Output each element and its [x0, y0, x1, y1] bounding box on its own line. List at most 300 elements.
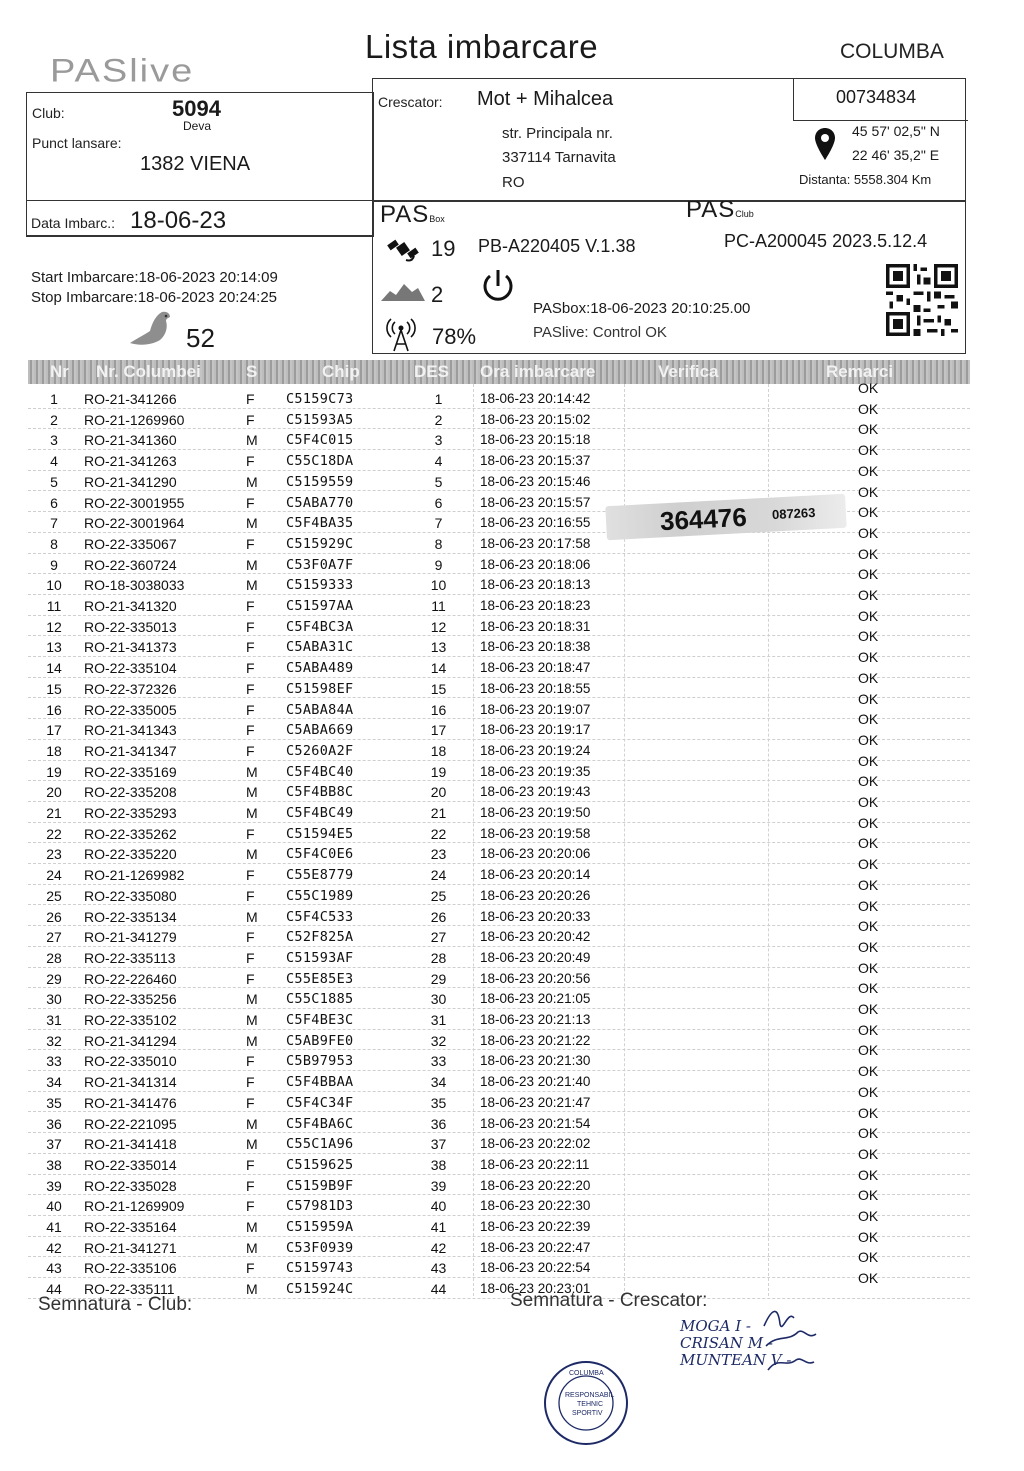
row-number: 10 — [46, 577, 62, 594]
table-row — [28, 1175, 970, 1196]
table-row — [28, 906, 970, 927]
table-row — [28, 864, 970, 885]
ring-number: RO-22-360724 — [84, 556, 177, 573]
chip-id: C5ABA489 — [286, 660, 354, 677]
remark-ok: OK — [858, 462, 879, 479]
embark-time: 18-06-23 20:19:07 — [480, 701, 591, 717]
row-number: 7 — [50, 515, 58, 532]
table-row — [28, 1050, 970, 1071]
table-row — [28, 554, 970, 575]
remark-ok: OK — [858, 649, 879, 666]
qr-code-icon — [886, 264, 958, 341]
remark-ok: OK — [858, 504, 879, 521]
table-row — [28, 678, 970, 699]
des-number: 34 — [430, 1074, 447, 1091]
table-row — [28, 968, 970, 989]
table-row — [28, 988, 970, 1009]
sex: F — [246, 1074, 255, 1091]
sex: M — [246, 1219, 258, 1235]
des-number: 30 — [430, 991, 447, 1008]
des-number: 22 — [430, 825, 447, 842]
ring-number: RO-22-335067 — [84, 535, 177, 552]
embark-time: 18-06-23 20:21:22 — [480, 1032, 591, 1048]
chip-id: C5F4BB8C — [286, 784, 354, 801]
embark-time: 18-06-23 20:18:38 — [480, 639, 591, 655]
chip-id: C5AB9FE0 — [286, 1032, 354, 1049]
ring-number: RO-22-335080 — [84, 887, 177, 904]
row-number: 40 — [46, 1198, 62, 1215]
row-number: 36 — [46, 1115, 62, 1132]
ring-number: RO-22-3001955 — [84, 494, 185, 511]
row-number: 15 — [46, 680, 62, 697]
embark-time: 18-06-23 20:23:01 — [480, 1281, 591, 1297]
chip-id: C5159743 — [286, 1260, 354, 1277]
des-number: 39 — [430, 1177, 447, 1194]
sex: M — [246, 1239, 258, 1256]
seal-number: 364476 — [659, 501, 748, 537]
embark-time: 18-06-23 20:18:23 — [480, 598, 591, 613]
table-row — [28, 1030, 970, 1051]
des-number: 42 — [430, 1239, 447, 1256]
pasclub-logo: PASClub — [686, 196, 754, 223]
embark-time: 18-06-23 20:15:02 — [480, 411, 591, 427]
table-row — [28, 802, 970, 823]
chip-id: C51594E5 — [286, 825, 354, 842]
sex: F — [246, 1177, 255, 1194]
launch-point: 1382 VIENA — [140, 153, 251, 175]
sex: M — [246, 432, 258, 449]
chip-id: C55C1A96 — [286, 1136, 354, 1153]
sex: M — [246, 556, 258, 573]
chip-id: C57981D3 — [286, 1198, 354, 1215]
sex: F — [246, 867, 255, 884]
row-number: 19 — [46, 763, 62, 780]
club-version: PC-A200045 2023.5.12.4 — [724, 231, 928, 251]
row-number: 22 — [46, 825, 62, 842]
chip-id: C515929C — [286, 535, 354, 552]
remark-ok: OK — [858, 400, 879, 417]
remark-ok: OK — [858, 876, 879, 893]
chip-id: C55E8779 — [286, 867, 354, 884]
table-row — [28, 761, 970, 782]
breeder-street: str. Principala nr. — [502, 125, 613, 142]
embark-time: 18-06-23 20:19:43 — [480, 784, 591, 800]
table-row — [28, 781, 970, 802]
ring-number: RO-22-335106 — [84, 1260, 177, 1277]
row-number: 2 — [50, 411, 58, 428]
remark-ok: OK — [858, 794, 879, 810]
breeder-box — [372, 78, 966, 202]
row-number: 18 — [46, 742, 62, 759]
row-number: 34 — [46, 1074, 62, 1091]
embark-time: 18-06-23 20:15:37 — [480, 453, 591, 469]
sex: F — [246, 494, 255, 511]
des-number: 8 — [434, 535, 443, 552]
embark-time: 18-06-23 20:21:47 — [480, 1094, 591, 1110]
des-number: 36 — [430, 1115, 447, 1132]
embark-date-label: Data Imbarc.: — [31, 215, 116, 231]
breeder-label: Crescator: — [378, 94, 443, 110]
row-number: 42 — [46, 1239, 62, 1256]
embark-times-box — [26, 236, 374, 354]
des-number: 18 — [430, 742, 447, 759]
document-title: Lista imbarcare — [365, 28, 599, 65]
chip-id: C55C1989 — [286, 887, 354, 904]
ring-number: RO-22-335164 — [84, 1219, 177, 1235]
ring-number: RO-22-335293 — [84, 805, 177, 821]
club-number: 5094 — [172, 96, 221, 121]
embark-time: 18-06-23 20:18:31 — [480, 618, 591, 634]
ring-number: RO-22-335169 — [84, 763, 177, 780]
paslive-logo: PASlive — [50, 53, 195, 89]
row-number: 37 — [46, 1136, 62, 1153]
des-number: 11 — [431, 598, 446, 614]
row-number: 43 — [46, 1260, 62, 1277]
table-row — [28, 1092, 970, 1113]
chip-id: C515924C — [286, 1281, 354, 1298]
breeder-id-box — [793, 78, 968, 121]
embark-time: 18-06-23 20:14:42 — [480, 391, 591, 406]
satellite-count: 19 — [431, 236, 456, 261]
des-number: 10 — [430, 577, 447, 594]
row-number: 31 — [46, 1012, 62, 1028]
embark-time: 18-06-23 20:20:33 — [480, 908, 591, 924]
table-row — [28, 947, 970, 968]
remark-ok: OK — [858, 1001, 879, 1017]
row-number: 27 — [46, 929, 62, 946]
sex: F — [246, 535, 255, 552]
table-row — [28, 1113, 970, 1134]
row-number: 23 — [46, 846, 62, 863]
remark-ok: OK — [858, 483, 879, 500]
chip-id: C5159B9F — [286, 1177, 354, 1194]
sex: F — [246, 1053, 255, 1070]
sex: F — [246, 742, 255, 759]
des-number: 43 — [430, 1260, 447, 1277]
official-stamp: COLUMBA RESPONSABIL TEHNIC SPORTIV — [543, 1360, 629, 1451]
embark-start: Start Imbarcare:18-06-2023 20:14:09 — [31, 269, 278, 286]
chip-id: C5F4C533 — [286, 908, 354, 925]
table-row — [28, 533, 970, 554]
embark-time: 18-06-23 20:19:24 — [480, 742, 591, 758]
header-des: DES — [414, 362, 449, 381]
embark-time: 18-06-23 20:22:39 — [480, 1219, 591, 1234]
remark-ok: OK — [858, 442, 879, 459]
remark-ok: OK — [858, 731, 879, 748]
sex: M — [246, 846, 258, 863]
chip-id: C5F4C34F — [286, 1094, 354, 1111]
chip-id: C5F4BE3C — [286, 1012, 354, 1028]
embark-time: 18-06-23 20:21:30 — [480, 1053, 591, 1069]
gps-satellite-icon — [386, 234, 422, 273]
ring-number: RO-18-3038033 — [84, 577, 185, 594]
chip-id: C5159C73 — [286, 391, 354, 407]
des-number: 35 — [430, 1094, 447, 1111]
paslive-status: PASlive: Control OK — [533, 324, 667, 341]
remark-ok: OK — [858, 773, 879, 790]
header-sex: S — [246, 362, 258, 381]
club-label: Club: — [32, 105, 65, 121]
chip-id: C5F4C015 — [286, 432, 354, 449]
sex: F — [246, 598, 255, 614]
table-row — [28, 1237, 970, 1258]
ring-number: RO-22-226460 — [84, 970, 177, 987]
chip-id: C5F4BA35 — [286, 515, 354, 532]
table-row — [28, 636, 970, 657]
header-time: Ora imbarcare — [480, 362, 596, 381]
remark-ok: OK — [858, 628, 879, 645]
embark-time: 18-06-23 20:19:17 — [480, 722, 591, 738]
chip-id: C55C18DA — [286, 453, 354, 470]
breeder-country: RO — [502, 174, 525, 191]
hills-icon — [380, 280, 426, 307]
ring-number: RO-22-221095 — [84, 1115, 177, 1132]
ring-number: RO-21-341373 — [84, 639, 177, 656]
row-number: 35 — [46, 1094, 62, 1111]
des-number: 6 — [434, 494, 443, 511]
row-number: 4 — [50, 453, 58, 470]
breeder-id: 00734834 — [836, 87, 917, 107]
remark-ok: OK — [858, 587, 879, 603]
embark-time: 18-06-23 20:19:50 — [480, 805, 591, 820]
ring-number: RO-22-335005 — [84, 701, 177, 718]
chip-id: C5159333 — [286, 577, 354, 594]
chip-id: C5F4BBAA — [286, 1074, 354, 1091]
embark-time: 18-06-23 20:20:56 — [480, 970, 591, 986]
table-row — [28, 471, 970, 492]
embark-time: 18-06-23 20:22:30 — [480, 1198, 591, 1214]
des-number: 31 — [430, 1012, 447, 1028]
sex: F — [246, 722, 255, 739]
des-number: 24 — [430, 867, 447, 884]
header-remarks: Remarci — [826, 362, 894, 381]
table-row — [28, 616, 970, 637]
remark-ok: OK — [858, 566, 879, 583]
row-number: 11 — [46, 598, 62, 614]
remark-ok: OK — [858, 1249, 879, 1266]
des-number: 9 — [434, 556, 443, 573]
sex: F — [246, 1198, 255, 1215]
pasbox-time: PASbox:18-06-2023 20:10:25.00 — [533, 300, 751, 317]
des-number: 37 — [430, 1136, 447, 1153]
des-number: 38 — [430, 1156, 447, 1173]
chip-id: C51593AF — [286, 949, 354, 966]
row-number: 16 — [46, 701, 62, 718]
embark-time: 18-06-23 20:20:42 — [480, 929, 591, 945]
sex: F — [246, 887, 255, 904]
des-number: 13 — [430, 639, 447, 656]
remark-ok: OK — [858, 1187, 879, 1204]
row-number: 3 — [50, 432, 58, 449]
des-number: 15 — [430, 680, 447, 697]
table-row — [28, 719, 970, 740]
chip-id: C53F0939 — [286, 1239, 354, 1256]
ring-number: RO-21-341360 — [84, 432, 177, 449]
row-number: 32 — [46, 1032, 62, 1049]
ring-number: RO-22-335220 — [84, 846, 177, 863]
embark-time: 18-06-23 20:20:06 — [480, 846, 591, 862]
remark-ok: OK — [858, 918, 879, 935]
table-row — [28, 574, 970, 595]
remark-ok: OK — [858, 1063, 879, 1080]
header-chip: Chip — [322, 362, 360, 381]
table-row — [28, 1071, 970, 1092]
table-row — [28, 409, 970, 430]
breeder-signature-label: Semnatura - Crescator: — [510, 1290, 708, 1311]
pigeon-count: 52 — [186, 323, 215, 353]
power-icon — [480, 266, 516, 311]
embark-time: 18-06-23 20:16:55 — [480, 515, 591, 531]
table-row — [28, 740, 970, 761]
des-number: 20 — [430, 784, 447, 801]
pigeon-icon — [126, 309, 178, 354]
des-number: 27 — [430, 929, 447, 946]
des-number: 32 — [430, 1032, 447, 1049]
row-number: 28 — [46, 949, 62, 966]
embark-time: 18-06-23 20:22:02 — [480, 1136, 591, 1152]
row-number: 39 — [46, 1177, 62, 1194]
embark-time: 18-06-23 20:18:47 — [480, 660, 591, 676]
embark-time: 18-06-23 20:21:40 — [480, 1074, 591, 1090]
ring-number: RO-21-341314 — [84, 1074, 177, 1091]
ring-number: RO-22-335256 — [84, 991, 177, 1008]
distance: Distanta: 5558.304 Km — [799, 172, 932, 187]
ring-number: RO-21-341347 — [84, 742, 177, 759]
sex: F — [246, 618, 255, 635]
des-number: 19 — [430, 763, 447, 780]
table-row — [28, 450, 970, 471]
sex: F — [246, 680, 255, 697]
chip-id: C5159559 — [286, 473, 354, 490]
sex: F — [246, 970, 255, 987]
breeder-name: Mot + Mihalcea — [477, 88, 614, 110]
remark-ok: OK — [858, 380, 879, 396]
box-version: PB-A220405 V.1.38 — [478, 236, 636, 256]
chip-id: C51597AA — [286, 598, 354, 614]
signal-antenna-icon — [386, 318, 416, 357]
chip-id: C51593A5 — [286, 411, 354, 428]
remark-ok: OK — [858, 421, 879, 438]
ring-number: RO-21-1269982 — [84, 867, 185, 884]
ring-number: RO-22-335104 — [84, 660, 177, 677]
ring-number: RO-21-341266 — [84, 391, 177, 407]
sex: M — [246, 1136, 258, 1153]
sex: F — [246, 639, 255, 656]
sex: M — [246, 763, 258, 780]
chip-id: C5260A2F — [286, 742, 354, 759]
des-number: 26 — [430, 908, 447, 925]
ring-number: RO-22-335010 — [84, 1053, 177, 1070]
embark-time: 18-06-23 20:21:05 — [480, 991, 591, 1007]
table-row — [28, 429, 970, 450]
row-number: 9 — [50, 556, 58, 573]
row-number: 24 — [46, 867, 62, 884]
chip-id: C5159625 — [286, 1156, 354, 1173]
embark-time: 18-06-23 20:19:35 — [480, 763, 591, 779]
chip-id: C53F0A7F — [286, 556, 354, 573]
sex: M — [246, 1115, 258, 1132]
sex: F — [246, 453, 255, 470]
embark-time: 18-06-23 20:15:46 — [480, 473, 591, 489]
remark-ok: OK — [858, 607, 879, 624]
ring-number: RO-22-335134 — [84, 908, 177, 925]
sex: M — [246, 908, 258, 925]
remark-ok: OK — [858, 835, 879, 852]
row-number: 38 — [46, 1156, 62, 1173]
ring-number: RO-22-335014 — [84, 1156, 177, 1173]
remark-ok: OK — [858, 980, 879, 997]
ring-number: RO-21-341290 — [84, 473, 177, 490]
des-number: 40 — [430, 1198, 447, 1215]
chip-id: C5B97953 — [286, 1053, 354, 1070]
row-number: 1 — [50, 391, 58, 407]
embark-time: 18-06-23 20:15:57 — [480, 494, 591, 510]
row-number: 20 — [46, 784, 62, 801]
longitude: 22 46' 35,2" E — [852, 147, 940, 163]
hills-count: 2 — [431, 282, 444, 307]
des-number: 33 — [430, 1053, 447, 1070]
ring-number: RO-21-1269960 — [84, 411, 185, 428]
ring-number: RO-21-341476 — [84, 1094, 177, 1111]
sex: M — [246, 577, 258, 594]
remark-ok: OK — [858, 545, 879, 562]
table-row — [28, 595, 970, 616]
embark-time: 18-06-23 20:15:18 — [480, 432, 591, 448]
sex: F — [246, 391, 255, 407]
chip-id: C5F4BC49 — [286, 805, 354, 821]
ring-number: RO-21-341418 — [84, 1136, 177, 1153]
seal-subnumber: 087263 — [771, 504, 816, 523]
embark-time: 18-06-23 20:18:06 — [480, 556, 591, 572]
header-verify: Verifica — [658, 362, 719, 381]
remark-ok: OK — [858, 752, 879, 769]
des-number: 3 — [434, 432, 443, 449]
ring-number: RO-22-335262 — [84, 825, 177, 842]
embark-time: 18-06-23 20:22:11 — [480, 1156, 590, 1172]
chip-id: C5ABA770 — [286, 494, 354, 511]
remark-ok: OK — [858, 524, 879, 541]
embark-time: 18-06-23 20:18:13 — [480, 577, 591, 593]
remark-ok: OK — [858, 1042, 879, 1059]
remark-ok: OK — [858, 1125, 879, 1142]
sex: F — [246, 1156, 255, 1173]
club-city: Deva — [183, 119, 212, 133]
latitude: 45 57' 02,5" N — [852, 123, 940, 139]
row-number: 29 — [46, 970, 62, 987]
des-number: 1 — [434, 391, 443, 407]
remark-ok: OK — [858, 1083, 879, 1100]
ring-number: RO-21-341263 — [84, 453, 177, 470]
chip-id: C5F4BC40 — [286, 763, 354, 780]
launch-point-label: Punct lansare: — [32, 135, 122, 151]
sex: M — [246, 991, 258, 1008]
des-number: 29 — [430, 970, 447, 987]
sex: F — [246, 660, 255, 677]
remark-ok: OK — [858, 669, 879, 686]
sex: F — [246, 825, 255, 842]
row-number: 17 — [46, 722, 62, 739]
embark-time: 18-06-23 20:22:54 — [480, 1260, 591, 1276]
signal-strength: 78% — [432, 324, 477, 349]
sex: F — [246, 929, 255, 946]
embark-date-box — [26, 200, 374, 238]
embark-time: 18-06-23 20:22:20 — [480, 1177, 591, 1193]
ring-number: RO-22-372326 — [84, 680, 177, 697]
des-number: 44 — [430, 1281, 447, 1298]
table-row — [28, 823, 970, 844]
embark-time: 18-06-23 20:18:55 — [480, 680, 591, 696]
table-row — [28, 843, 970, 864]
